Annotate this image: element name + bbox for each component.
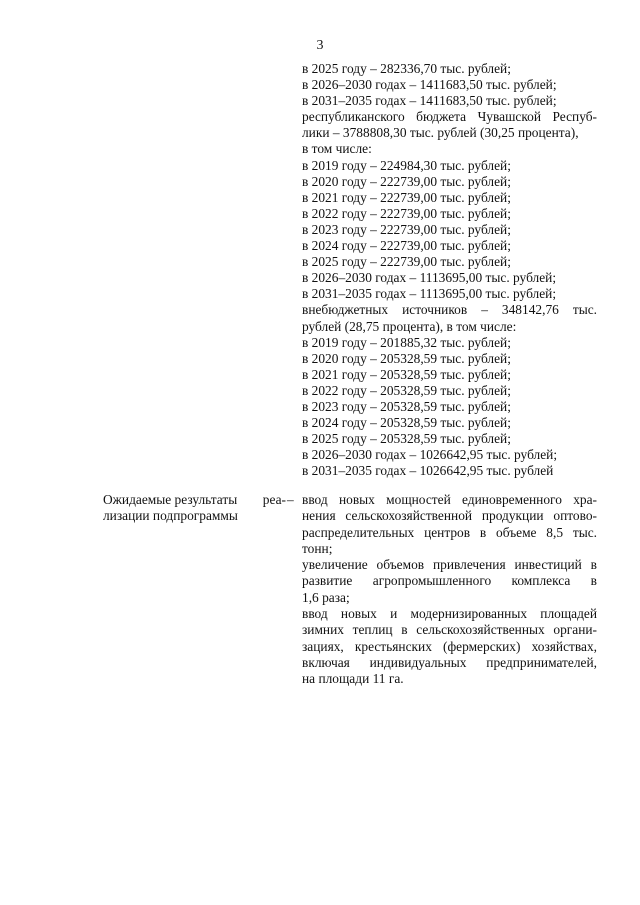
results-line: зимних теплиц в сельскохозяйственных органи- — [302, 622, 597, 638]
funding-line: в 2019 году – 201885,32 тыс. рублей; — [302, 334, 511, 350]
expected-results-label — [103, 492, 286, 525]
results-line: зациях, крестьянских (фермерских) хозяйствах, — [302, 638, 597, 654]
funding-line: в 2020 году – 222739,00 тыс. рублей; — [302, 173, 511, 189]
results-line: на площади 11 га. — [302, 671, 404, 687]
label-word: реа- — [262, 492, 286, 507]
funding-line: в 2022 году – 205328,59 тыс. рублей; — [302, 382, 511, 398]
funding-line: лики – 3788808,30 тыс. рублей (30,25 процента), — [302, 125, 579, 141]
funding-line: в 2021 году – 205328,59 тыс. рублей; — [302, 366, 511, 382]
funding-line: в 2023 году – 222739,00 тыс. рублей; — [302, 221, 511, 237]
funding-line: в 2026–2030 годах – 1411683,50 тыс. рублей; — [302, 77, 557, 93]
results-line: включая индивидуальных предпринимателей, — [302, 654, 597, 670]
label-line: лизации подпрограммы — [103, 508, 238, 524]
funding-line: в 2024 году – 222739,00 тыс. рублей; — [302, 238, 511, 254]
results-line: нения сельскохозяйственной продукции оптово- — [302, 508, 597, 524]
funding-sources-block — [302, 61, 597, 479]
results-line: распределительных центров в объеме 8,5 тыс. — [302, 524, 597, 540]
funding-line: в том числе: — [302, 141, 372, 157]
funding-line: в 2022 году – 222739,00 тыс. рублей; — [302, 205, 511, 221]
page-number: 3 — [316, 38, 324, 53]
funding-line: в 2031–2035 годах – 1026642,95 тыс. рублей — [302, 463, 554, 479]
funding-line: в 2025 году – 222739,00 тыс. рублей; — [302, 254, 511, 270]
funding-line: внебюджетных источников – 348142,76 тыс. — [302, 302, 597, 318]
funding-line: в 2031–2035 годах – 1411683,50 тыс. рублей; — [302, 93, 557, 109]
separator-dash: – — [287, 492, 294, 507]
results-line: развитие агропромышленного комплекса в — [302, 573, 597, 589]
results-line: ввод новых и модернизированных площадей — [302, 606, 597, 622]
funding-line: в 2025 году – 205328,59 тыс. рублей; — [302, 431, 511, 447]
results-line: тонн; — [302, 540, 333, 556]
funding-line: рублей (28,75 процента), в том числе: — [302, 318, 517, 334]
funding-line: в 2026–2030 годах – 1026642,95 тыс. рублей; — [302, 447, 558, 463]
funding-line: республиканского бюджета Чувашской Респуб- — [302, 109, 597, 125]
expected-results-text — [302, 492, 597, 688]
results-line: ввод новых мощностей единовременного хра- — [302, 492, 597, 507]
funding-line: в 2031–2035 годах – 1113695,00 тыс. рублей; — [302, 286, 557, 302]
label-word: Ожидаемые результаты — [103, 492, 238, 507]
funding-line: в 2025 году – 282336,70 тыс. рублей; — [302, 61, 511, 76]
funding-line: в 2019 году – 224984,30 тыс. рублей; — [302, 157, 511, 173]
label-line — [103, 492, 286, 508]
funding-line: в 2023 году – 205328,59 тыс. рублей; — [302, 398, 511, 414]
results-line: увеличение объемов привлечения инвестиций в — [302, 557, 597, 573]
funding-line: в 2021 году – 222739,00 тыс. рублей; — [302, 189, 511, 205]
results-line: 1,6 раза; — [302, 589, 350, 605]
funding-line: в 2020 году – 205328,59 тыс. рублей; — [302, 350, 511, 366]
funding-line: в 2024 году – 205328,59 тыс. рублей; — [302, 415, 511, 431]
funding-line: в 2026–2030 годах – 1113695,00 тыс. рублей; — [302, 270, 557, 286]
